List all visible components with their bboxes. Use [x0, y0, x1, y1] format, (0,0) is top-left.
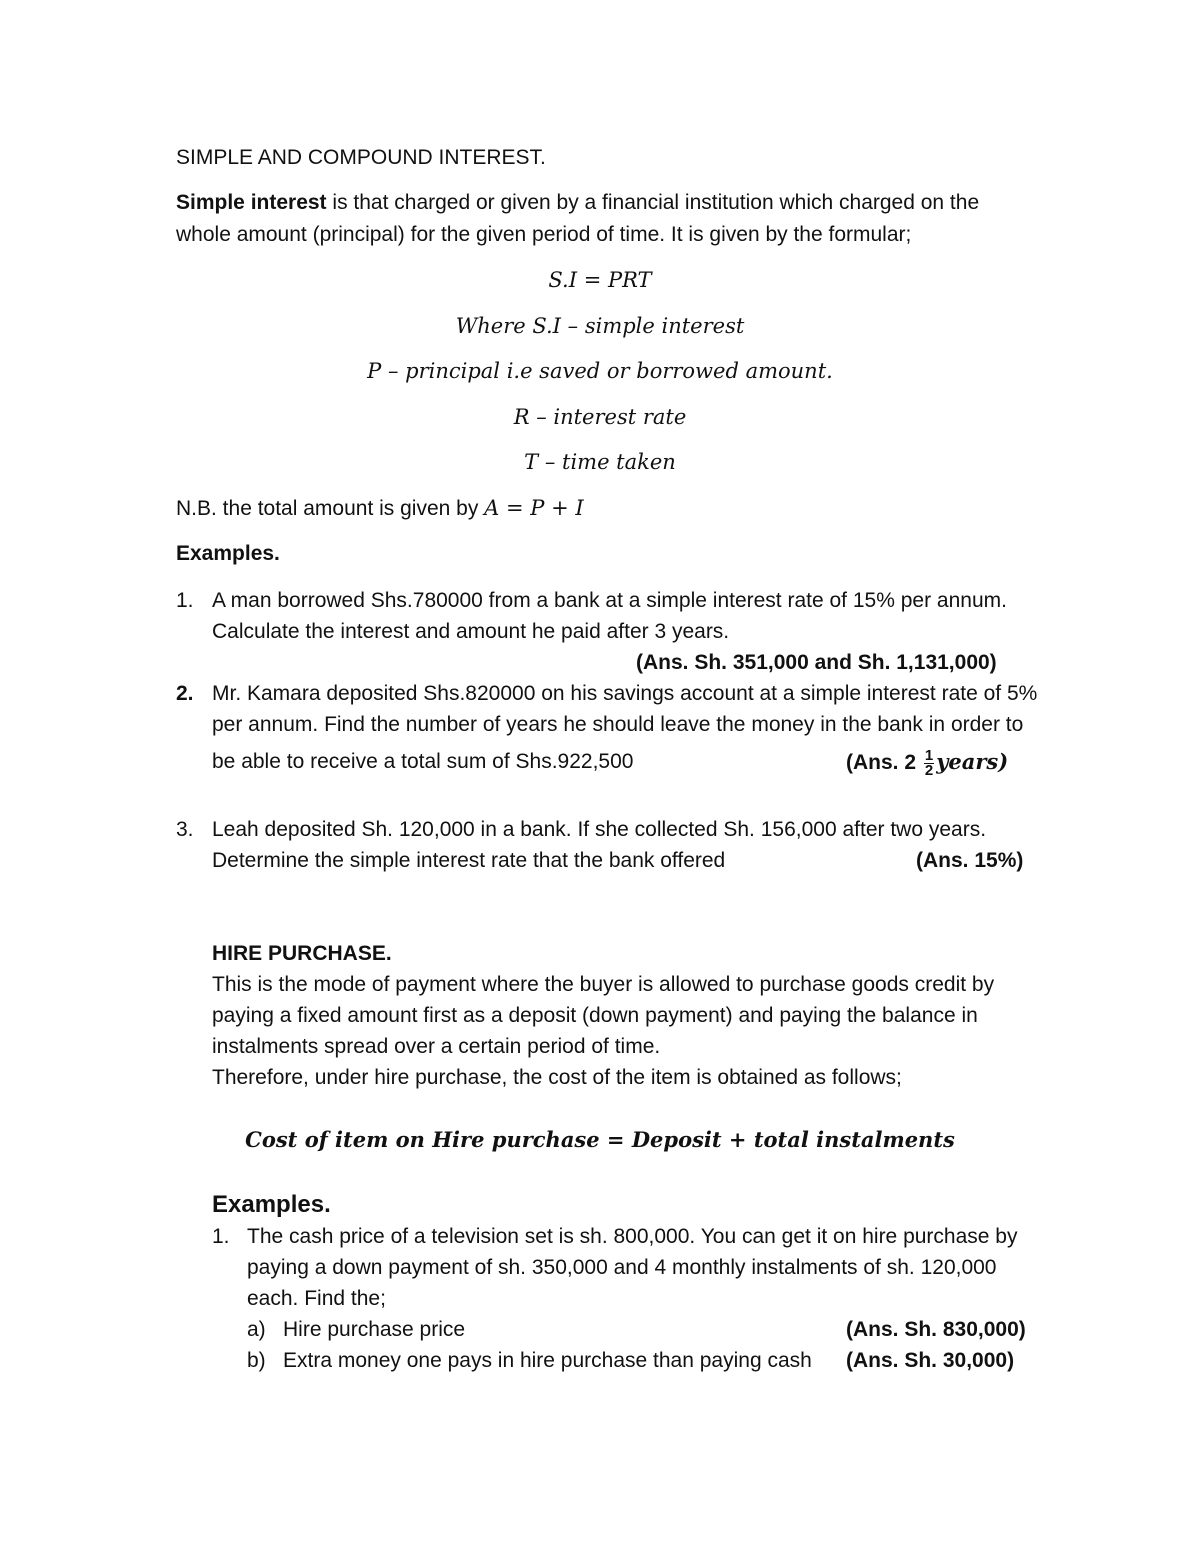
example-2-number: 2. — [176, 682, 194, 705]
example-3-number: 3. — [176, 818, 194, 841]
hire-purchase-heading: HIRE PURCHASE. — [212, 942, 392, 965]
part-b-text: Extra money one pays in hire purchase than paying cash — [283, 1349, 812, 1372]
part-b-answer: (Ans. Sh. 30,000) — [846, 1349, 1015, 1372]
hire-line-4: Therefore, under hire purchase, the cost of the item is obtained as follows; — [212, 1066, 902, 1089]
example-1-line-1: A man borrowed Shs.780000 from a bank at a simple interest rate of 15% per annum. — [212, 589, 1007, 612]
hire-example-1-line-3: each. Find the; — [247, 1287, 386, 1310]
formula-time: T – time taken — [524, 450, 676, 474]
part-a-text: Hire purchase price — [283, 1318, 466, 1341]
page-title: SIMPLE AND COMPOUND INTEREST. — [176, 146, 546, 169]
example-2-line-2: per annum. Find the number of years he should leave the money in the bank in order to — [212, 713, 1024, 736]
example-2-answer-prefix: (Ans. 2 — [846, 751, 922, 774]
part-b-label: b) — [247, 1349, 266, 1372]
example-2-line-3: be able to receive a total sum of Shs.922,500 — [212, 750, 634, 773]
fraction-numerator: 1 — [924, 746, 934, 764]
example-1-line-2: Calculate the interest and amount he paid after 3 years. — [212, 620, 730, 643]
example-2-line-1: Mr. Kamara deposited Shs.820000 on his savings account at a simple interest rate of 5% — [212, 682, 1038, 705]
formula-principal: P – principal i.e saved or borrowed amount. — [367, 359, 833, 383]
example-3-line-1: Leah deposited Sh. 120,000 in a bank. If she collected Sh. 156,000 after two years. — [212, 818, 987, 841]
examples-heading: Examples. — [176, 542, 280, 565]
intro-term: Simple interest — [176, 191, 327, 214]
hire-example-1-number: 1. — [212, 1225, 230, 1248]
hire-line-1: This is the mode of payment where the buyer is allowed to purchase goods credit by — [212, 973, 995, 996]
nb-text: N.B. the total amount is given by — [176, 497, 485, 520]
intro-line-1 — [176, 190, 979, 216]
intro-line-2: whole amount (principal) for the given period of time. It is given by the formular; — [176, 223, 912, 246]
example-3-line-2: Determine the simple interest rate that the bank offered — [212, 849, 726, 872]
example-2-answer-suffix: years) — [936, 749, 1009, 774]
part-a-answer: (Ans. Sh. 830,000) — [846, 1318, 1026, 1341]
hire-example-1-line-2: paying a down payment of sh. 350,000 and 4 monthly instalments of sh. 120,000 — [247, 1256, 997, 1279]
example-1-answer: (Ans. Sh. 351,000 and Sh. 1,131,000) — [636, 651, 997, 674]
hire-examples-heading: Examples. — [212, 1191, 331, 1218]
nb-line — [176, 495, 584, 522]
formula-where: Where S.I – simple interest — [455, 314, 745, 338]
intro-line-1-text: is that charged or given by a financial institution which charged on the — [326, 191, 980, 214]
formula-rate: R – interest rate — [513, 405, 687, 429]
example-3-answer: (Ans. 15%) — [916, 849, 1024, 872]
fraction-denominator: 2 — [924, 761, 934, 779]
hire-line-2: paying a fixed amount first as a deposit (down payment) and paying the balance in — [212, 1004, 978, 1027]
hire-example-1-line-1: The cash price of a television set is sh. 800,000. You can get it on hire purchase by — [247, 1225, 1018, 1248]
formula-simple-interest: S.I = PRT — [548, 268, 652, 292]
example-1-number: 1. — [176, 589, 194, 612]
part-a-label: a) — [247, 1318, 266, 1341]
nb-formula: A = P + I — [484, 496, 584, 520]
example-2-answer-fraction — [924, 746, 934, 779]
hire-line-3: instalments spread over a certain period of time. — [212, 1035, 661, 1058]
hire-purchase-formula: Cost of item on Hire purchase = Deposit + total instalments — [245, 1127, 955, 1152]
example-2-answer — [846, 745, 1008, 780]
